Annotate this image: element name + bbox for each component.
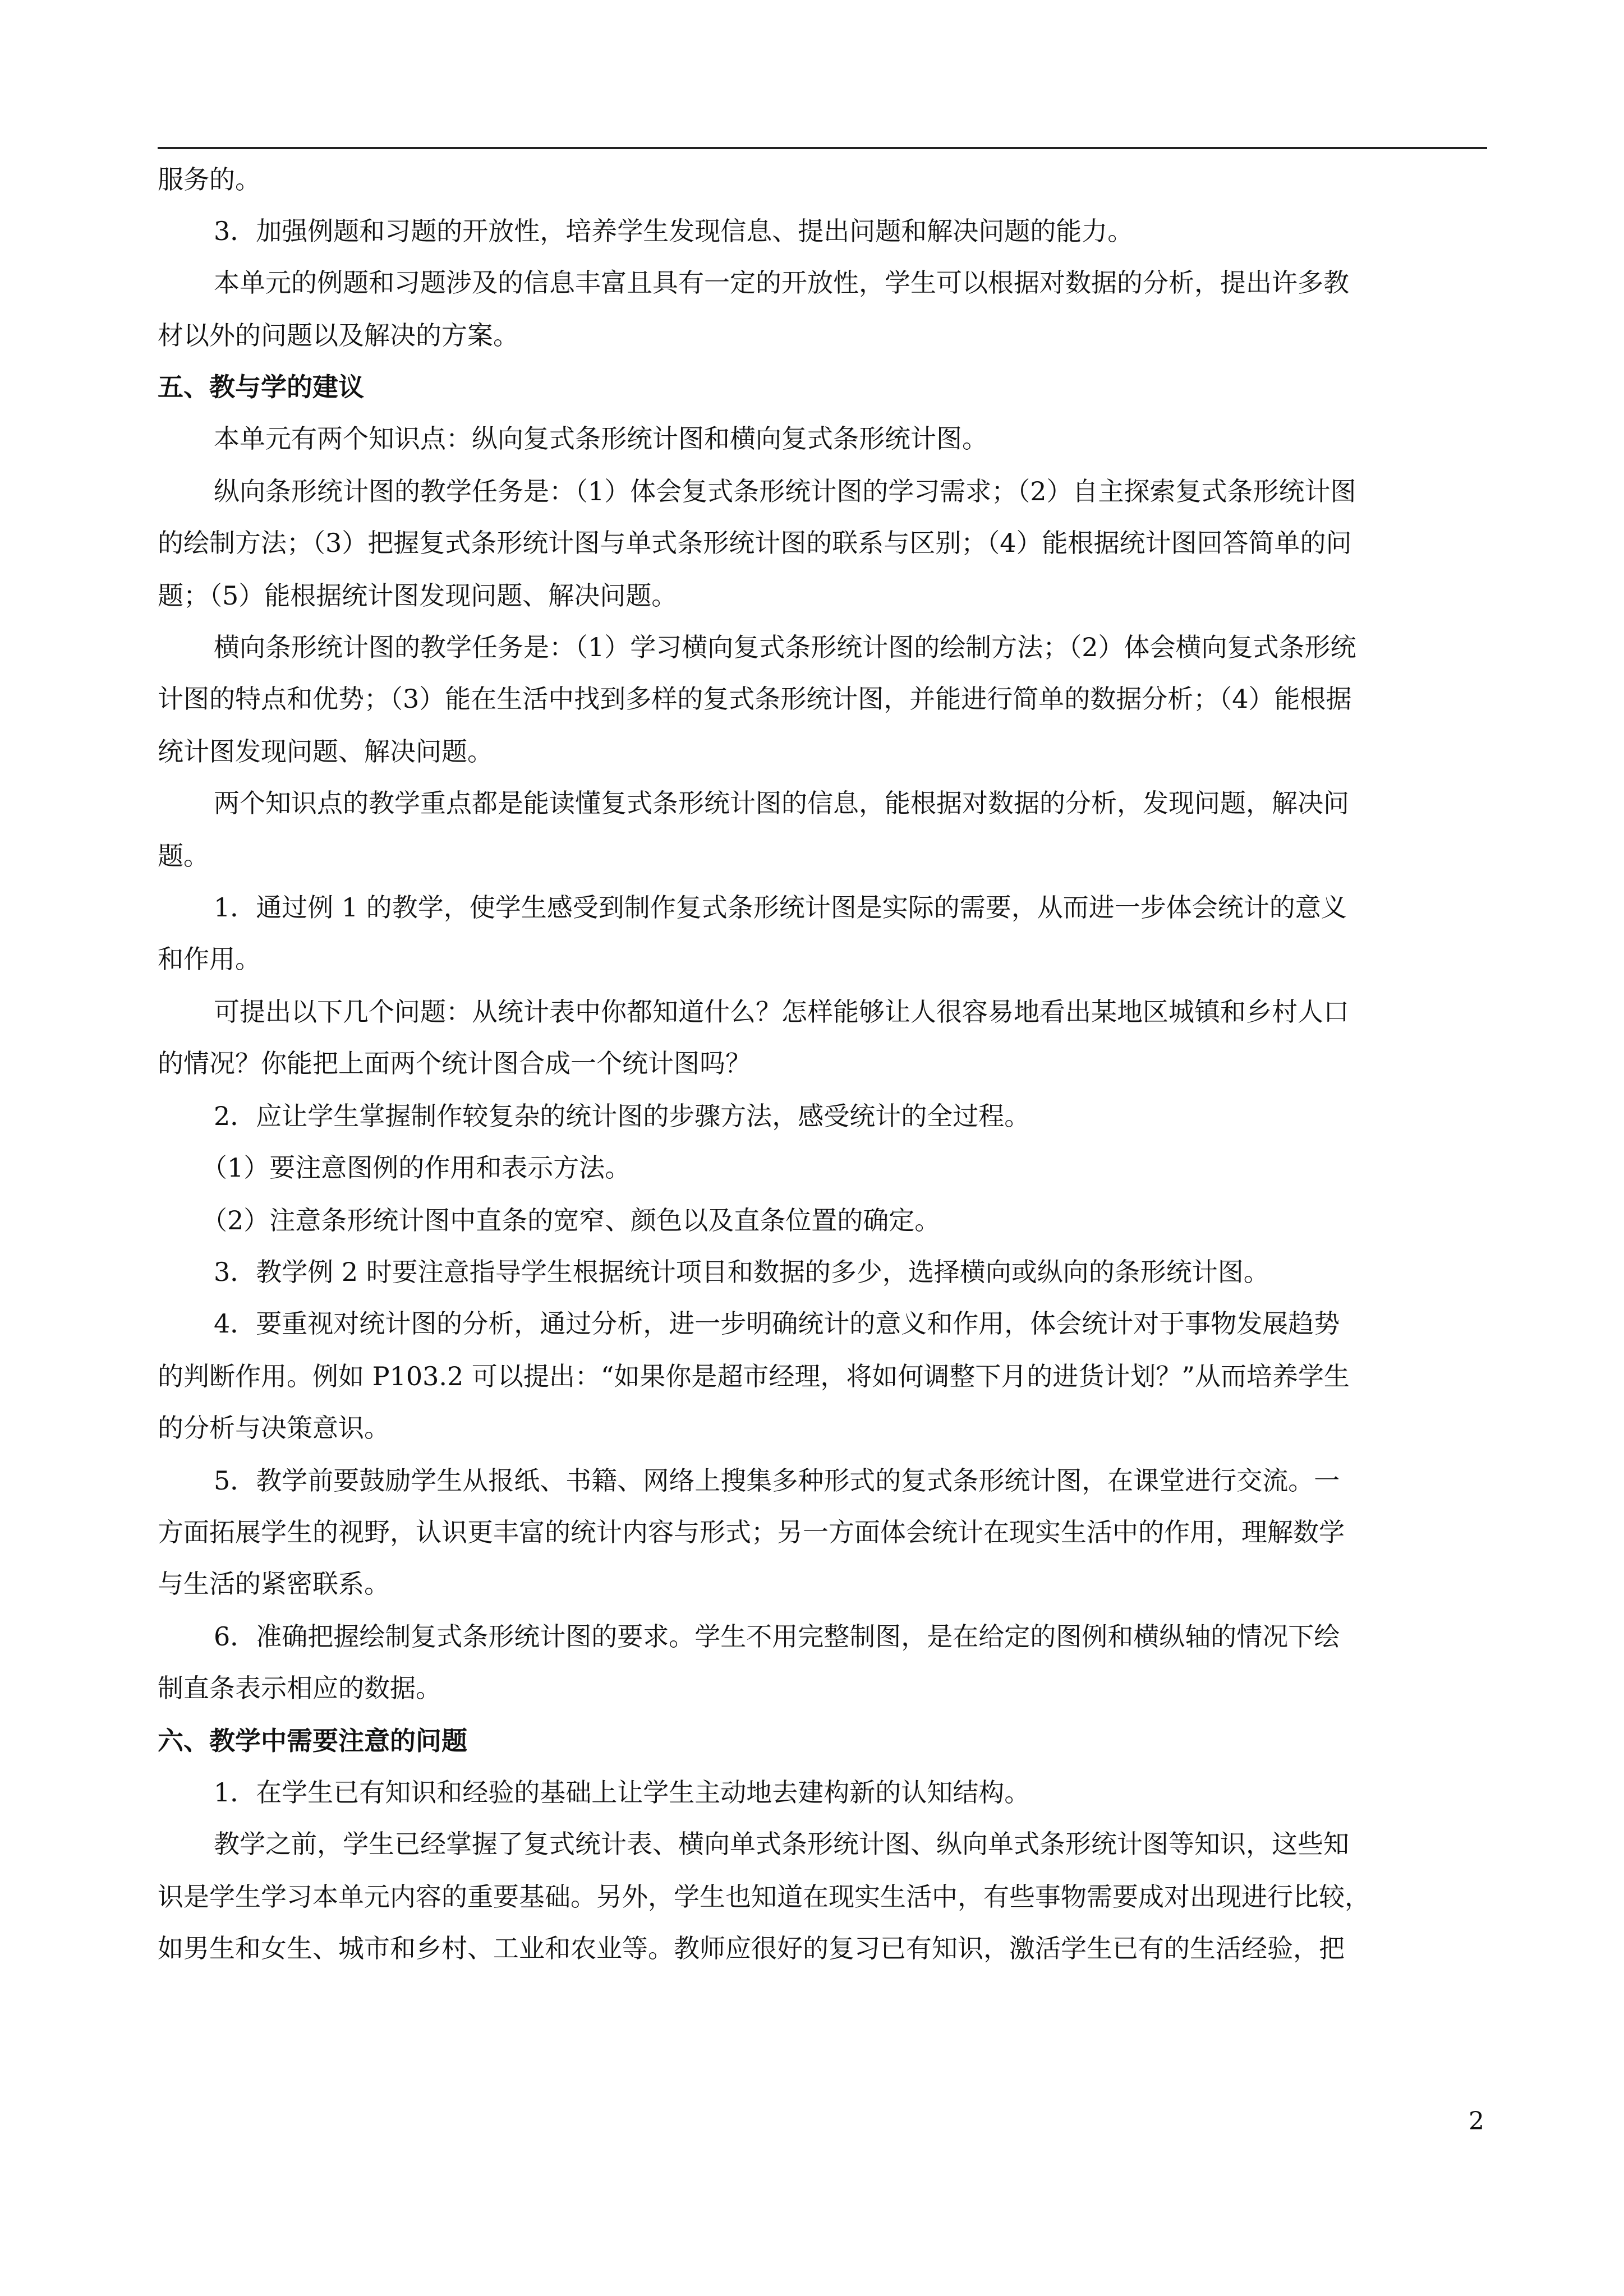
paragraph-line: 教学之前，学生已经掌握了复式统计表、横向单式条形统计图、纵向单式条形统计图等知识，这些知 bbox=[214, 1829, 1349, 1859]
paragraph-line: 6．准确把握绘制复式条形统计图的要求。学生不用完整制图，是在给定的图例和横纵轴的情况下绘 bbox=[214, 1621, 1340, 1652]
paragraph-line: 1．在学生已有知识和经验的基础上让学生主动地去建构新的认知结构。 bbox=[214, 1777, 1030, 1808]
paragraph-line: 和作用。 bbox=[158, 944, 261, 974]
paragraph-line: 如男生和女生、城市和乡村、工业和农业等。教师应很好的复习已有知识，激活学生已有的生活经验，把 bbox=[158, 1933, 1345, 1963]
section-heading: 六、教学中需要注意的问题 bbox=[158, 1726, 467, 1756]
paragraph-line: 题；（5）能根据统计图发现问题、解决问题。 bbox=[158, 580, 678, 611]
paragraph-line: 计图的特点和优势；（3）能在生活中找到多样的复式条形统计图，并能进行简单的数据分析；（4）能根据 bbox=[158, 684, 1352, 714]
page-number: 2 bbox=[1469, 2107, 1484, 2136]
paragraph-line: （1）要注意图例的作用和表示方法。 bbox=[201, 1152, 631, 1183]
paragraph-line: 题。 bbox=[158, 841, 209, 871]
paragraph-line: 4．要重视对统计图的分析，通过分析，进一步明确统计的意义和作用，体会统计对于事物发展趋势 bbox=[214, 1308, 1340, 1339]
paragraph-line: 本单元有两个知识点：纵向复式条形统计图和横向复式条形统计图。 bbox=[214, 423, 988, 454]
paragraph-line: 统计图发现问题、解决问题。 bbox=[158, 736, 493, 767]
paragraph-line: 方面拓展学生的视野，认识更丰富的统计内容与形式；另一方面体会统计在现实生活中的作用，理解数学 bbox=[158, 1517, 1345, 1547]
paragraph-line: 的判断作用。例如 P103.2 可以提出：“如果你是超市经理，将如何调整下月的进货计划？”从而培养学生 bbox=[158, 1361, 1350, 1391]
paragraph-line: 5．教学前要鼓励学生从报纸、书籍、网络上搜集多种形式的复式条形统计图，在课堂进行交流。一 bbox=[214, 1465, 1340, 1496]
paragraph-line: 两个知识点的教学重点都是能读懂复式条形统计图的信息，能根据对数据的分析，发现问题，解决问 bbox=[214, 788, 1349, 818]
paragraph-line: 与生活的紧密联系。 bbox=[158, 1569, 390, 1599]
paragraph-line: 3．加强例题和习题的开放性，培养学生发现信息、提出问题和解决问题的能力。 bbox=[214, 216, 1134, 246]
paragraph-line: 材以外的问题以及解决的方案。 bbox=[158, 320, 519, 351]
paragraph-line: 的绘制方法；（3）把握复式条形统计图与单式条形统计图的联系与区别；（4）能根据统计图回答简单的问 bbox=[158, 528, 1352, 558]
paragraph-line: 3．教学例 2 时要注意指导学生根据统计项目和数据的多少，选择横向或纵向的条形统计图。 bbox=[214, 1257, 1269, 1287]
paragraph-line: 制直条表示相应的数据。 bbox=[158, 1673, 441, 1703]
header-rule bbox=[158, 147, 1487, 149]
paragraph-line: 本单元的例题和习题涉及的信息丰富且具有一定的开放性，学生可以根据对数据的分析，提出许多教 bbox=[214, 268, 1349, 298]
paragraph-line: 2．应让学生掌握制作较复杂的统计图的步骤方法，感受统计的全过程。 bbox=[214, 1101, 1030, 1131]
paragraph-line: 的分析与决策意识。 bbox=[158, 1413, 390, 1443]
paragraph-line: （2）注意条形统计图中直条的宽窄、颜色以及直条位置的确定。 bbox=[201, 1205, 941, 1235]
paragraph-line: 的情况？你能把上面两个统计图合成一个统计图吗？ bbox=[158, 1048, 751, 1078]
paragraph-line: 横向条形统计图的教学任务是：（1）学习横向复式条形统计图的绘制方法；（2）体会横向复式条形统 bbox=[214, 632, 1356, 662]
paragraph-line: 服务的。 bbox=[158, 164, 261, 195]
paragraph-line: 可提出以下几个问题：从统计表中你都知道什么？怎样能够让人很容易地看出某地区城镇和乡村人口 bbox=[214, 997, 1349, 1027]
paragraph-line: 纵向条形统计图的教学任务是：（1）体会复式条形统计图的学习需求；（2）自主探索复式条形统计图 bbox=[214, 476, 1356, 506]
section-heading: 五、教与学的建议 bbox=[158, 372, 364, 402]
paragraph-line: 1．通过例 1 的教学，使学生感受到制作复式条形统计图是实际的需要，从而进一步体会统计的意义 bbox=[214, 892, 1347, 923]
paragraph-line: 识是学生学习本单元内容的重要基础。另外，学生也知道在现实生活中，有些事物需要成对出现进行比较， bbox=[158, 1882, 1370, 1912]
